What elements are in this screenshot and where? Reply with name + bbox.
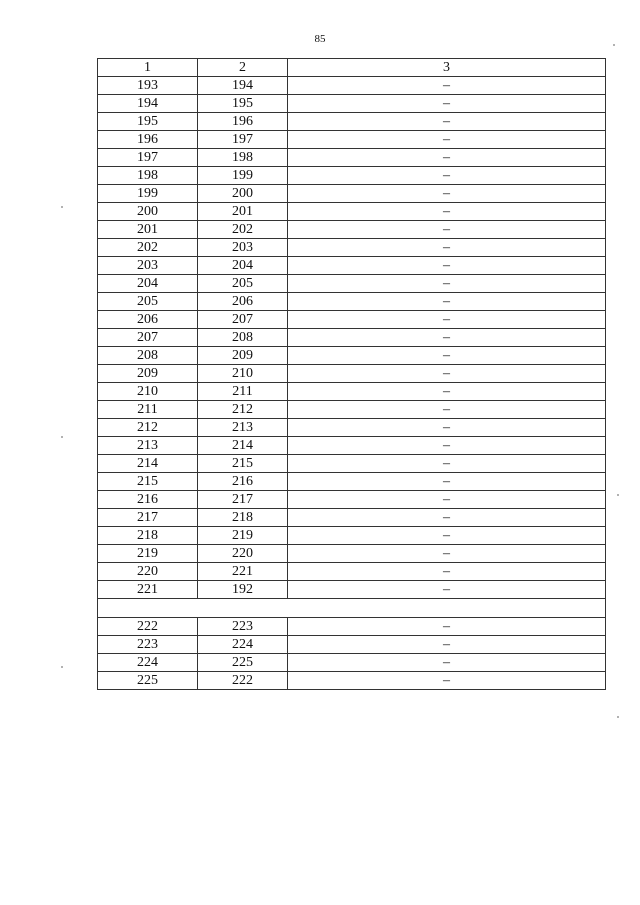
table-cell-col2: 209	[198, 347, 288, 365]
table-body-part2	[98, 618, 606, 690]
table-cell-col1: 217	[98, 509, 198, 527]
table-cell-col2: 217	[198, 491, 288, 509]
table-cell-col1: 211	[98, 401, 198, 419]
table-row	[98, 77, 606, 95]
table-cell-col3: –	[288, 618, 606, 636]
table-cell-col2: 212	[198, 401, 288, 419]
table-cell-col1: 214	[98, 455, 198, 473]
table-row	[98, 131, 606, 149]
table-cell-col1: 196	[98, 131, 198, 149]
table-cell-col1: 215	[98, 473, 198, 491]
table-spacer	[98, 599, 606, 618]
scan-speck	[61, 206, 63, 208]
table-cell-col1: 197	[98, 149, 198, 167]
table-cell-col1: 216	[98, 491, 198, 509]
table-cell-col2: 206	[198, 293, 288, 311]
table-cell-col1: 193	[98, 77, 198, 95]
table-row	[98, 419, 606, 437]
table-cell-col1: 205	[98, 293, 198, 311]
table-cell-col3: –	[288, 275, 606, 293]
table-cell-col2: 204	[198, 257, 288, 275]
table-spacer-row	[98, 599, 606, 618]
table-cell-col1: 202	[98, 239, 198, 257]
table-cell-col1: 220	[98, 563, 198, 581]
table-cell-col3: –	[288, 293, 606, 311]
table-body-part1	[98, 77, 606, 599]
table-cell-col3: –	[288, 113, 606, 131]
table-cell-col2: 216	[198, 473, 288, 491]
table-cell-col3: –	[288, 636, 606, 654]
table-cell-col3: –	[288, 509, 606, 527]
table-header-row	[98, 59, 606, 77]
table-row	[98, 672, 606, 690]
table-row	[98, 527, 606, 545]
scan-speck	[61, 436, 63, 438]
table-row	[98, 636, 606, 654]
table-row	[98, 239, 606, 257]
table-row	[98, 95, 606, 113]
table-row	[98, 221, 606, 239]
table-cell-col2: 223	[198, 618, 288, 636]
table-row	[98, 275, 606, 293]
table-cell-col1: 204	[98, 275, 198, 293]
table-cell-col1: 212	[98, 419, 198, 437]
table-cell-col1: 200	[98, 203, 198, 221]
table-cell-col3: –	[288, 185, 606, 203]
table-cell-col1: 194	[98, 95, 198, 113]
table-cell-col2: 213	[198, 419, 288, 437]
table-cell-col3: –	[288, 311, 606, 329]
scan-speck	[617, 716, 619, 718]
table-cell-col3: –	[288, 563, 606, 581]
table-cell-col2: 202	[198, 221, 288, 239]
table-cell-col3: –	[288, 654, 606, 672]
page-number: 85	[314, 33, 326, 45]
table-row	[98, 203, 606, 221]
table-cell-col3: –	[288, 401, 606, 419]
table-cell-col2: 195	[198, 95, 288, 113]
table-cell-col2: 203	[198, 239, 288, 257]
table-row	[98, 581, 606, 599]
table-cell-col3: –	[288, 239, 606, 257]
table-cell-col2: 211	[198, 383, 288, 401]
table-cell-col2: 218	[198, 509, 288, 527]
table-cell-col2: 222	[198, 672, 288, 690]
table-row	[98, 563, 606, 581]
table-cell-col2: 205	[198, 275, 288, 293]
table-cell-col2: 215	[198, 455, 288, 473]
table-row	[98, 383, 606, 401]
table-cell-col3: –	[288, 437, 606, 455]
table-cell-col2: 221	[198, 563, 288, 581]
table-cell-col2: 197	[198, 131, 288, 149]
table-row	[98, 437, 606, 455]
column-header-3: 3	[288, 59, 606, 77]
table-cell-col3: –	[288, 491, 606, 509]
table-row	[98, 149, 606, 167]
table-cell-col2: 208	[198, 329, 288, 347]
scan-speck	[613, 44, 615, 46]
table-cell-col2: 220	[198, 545, 288, 563]
table-cell-col3: –	[288, 149, 606, 167]
table-cell-col1: 219	[98, 545, 198, 563]
table-row	[98, 401, 606, 419]
column-header-2: 2	[198, 59, 288, 77]
table-cell-col1: 206	[98, 311, 198, 329]
table-cell-col2: 198	[198, 149, 288, 167]
table-cell-col3: –	[288, 581, 606, 599]
table-cell-col3: –	[288, 672, 606, 690]
table-cell-col1: 224	[98, 654, 198, 672]
table-row	[98, 473, 606, 491]
table-cell-col1: 225	[98, 672, 198, 690]
table-cell-col2: 210	[198, 365, 288, 383]
table-cell-col3: –	[288, 473, 606, 491]
table-row	[98, 329, 606, 347]
table-cell-col3: –	[288, 221, 606, 239]
table-cell-col1: 209	[98, 365, 198, 383]
table-cell-col1: 221	[98, 581, 198, 599]
table-row	[98, 545, 606, 563]
table-row	[98, 113, 606, 131]
table-cell-col3: –	[288, 545, 606, 563]
table-cell-col1: 218	[98, 527, 198, 545]
table-cell-col2: 214	[198, 437, 288, 455]
table-row	[98, 509, 606, 527]
table-cell-col2: 224	[198, 636, 288, 654]
table-cell-col1: 208	[98, 347, 198, 365]
table-cell-col2: 219	[198, 527, 288, 545]
column-header-1: 1	[98, 59, 198, 77]
table-cell-col3: –	[288, 527, 606, 545]
table-cell-col3: –	[288, 329, 606, 347]
table-cell-col2: 196	[198, 113, 288, 131]
table-cell-col3: –	[288, 131, 606, 149]
table-cell-col3: –	[288, 365, 606, 383]
table-cell-col3: –	[288, 347, 606, 365]
table-cell-col3: –	[288, 77, 606, 95]
table-cell-col3: –	[288, 167, 606, 185]
table-cell-col3: –	[288, 203, 606, 221]
table-cell-col3: –	[288, 383, 606, 401]
table-cell-col1: 198	[98, 167, 198, 185]
table-cell-col3: –	[288, 455, 606, 473]
table-cell-col1: 199	[98, 185, 198, 203]
data-table	[97, 58, 606, 690]
table-row	[98, 455, 606, 473]
table-row	[98, 311, 606, 329]
table-spacer-cell	[98, 599, 606, 618]
table-row	[98, 491, 606, 509]
table-cell-col1: 223	[98, 636, 198, 654]
table-row	[98, 257, 606, 275]
table-row	[98, 185, 606, 203]
table-row	[98, 347, 606, 365]
table-cell-col2: 194	[198, 77, 288, 95]
table-row	[98, 654, 606, 672]
table-row	[98, 167, 606, 185]
table-row	[98, 365, 606, 383]
table-cell-col2: 225	[198, 654, 288, 672]
table-cell-col1: 213	[98, 437, 198, 455]
table-cell-col1: 201	[98, 221, 198, 239]
table-cell-col1: 207	[98, 329, 198, 347]
table-cell-col1: 203	[98, 257, 198, 275]
scan-speck	[617, 494, 619, 496]
table-cell-col1: 210	[98, 383, 198, 401]
table-row	[98, 618, 606, 636]
table-cell-col2: 192	[198, 581, 288, 599]
table-cell-col2: 200	[198, 185, 288, 203]
table-cell-col3: –	[288, 95, 606, 113]
table-cell-col2: 201	[198, 203, 288, 221]
scan-speck	[61, 666, 63, 668]
table-cell-col3: –	[288, 257, 606, 275]
table-cell-col2: 199	[198, 167, 288, 185]
table-row	[98, 293, 606, 311]
table-cell-col3: –	[288, 419, 606, 437]
table-cell-col1: 195	[98, 113, 198, 131]
table-cell-col1: 222	[98, 618, 198, 636]
table-cell-col2: 207	[198, 311, 288, 329]
